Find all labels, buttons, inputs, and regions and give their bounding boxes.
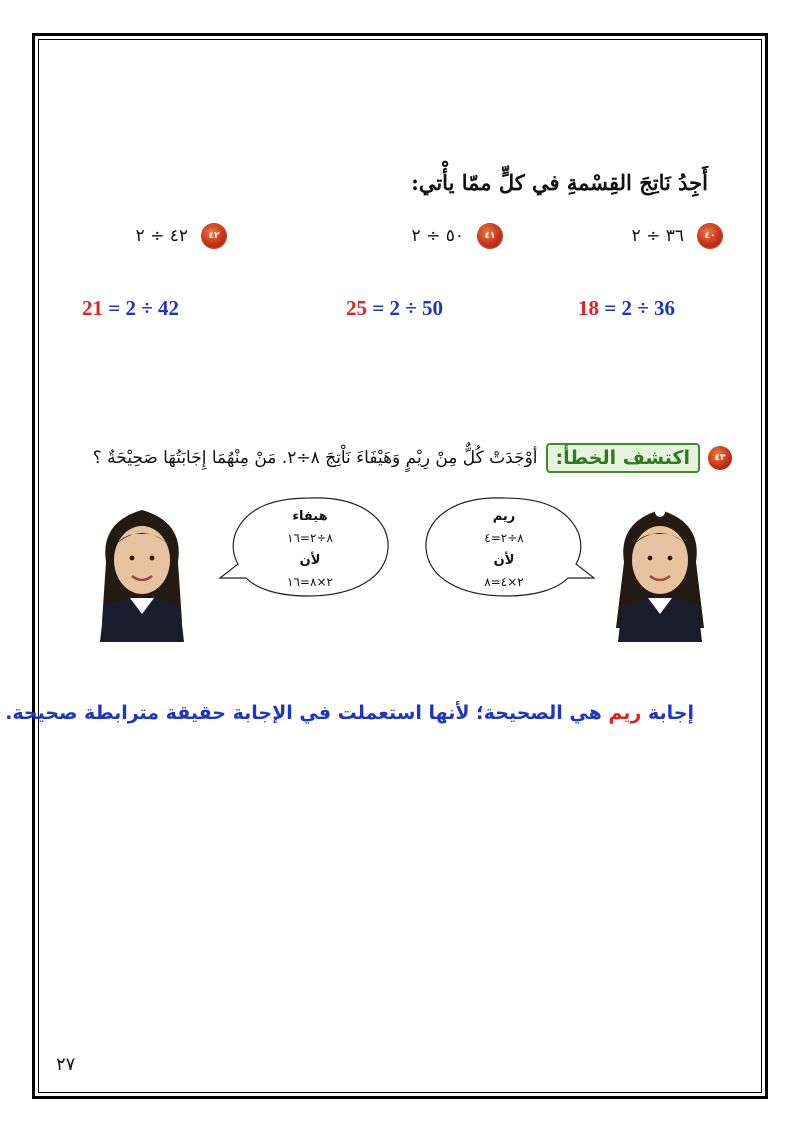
bubble-equation: ٨÷٢=٤ [484, 531, 524, 545]
girl-haifa-illustration [86, 502, 198, 642]
problem-expression: ٤٢ ÷ ٢ [135, 226, 188, 246]
problem-expression: ٣٦ ÷ ٢ [631, 226, 684, 246]
answer-result: 21 [82, 296, 103, 320]
bubble-check: ٢×٤=٨ [484, 575, 524, 589]
page-number: ٢٧ [56, 1054, 76, 1075]
bubble-name: هيفاء [292, 509, 328, 524]
problem-number-badge: ٤١ [478, 224, 502, 248]
instruction-heading: أَجِدُ نَاتِجَ القِسْمةِ في كلٍّ ممّا يأْتي: [411, 170, 708, 195]
conclusion-name: ريم [608, 702, 642, 724]
conclusion-prefix: إجابة [641, 702, 694, 724]
answer-equation: = 2 ÷ 36 [599, 296, 675, 320]
problem-number-badge: ٤٠ [698, 224, 722, 248]
conclusion-suffix: هي الصحيحة؛ لأنها استعملت في الإجابة حقيقة مترابطة صحيحة. [5, 702, 609, 724]
answer-result: 18 [578, 296, 599, 320]
answer-result: 25 [346, 296, 367, 320]
bubble-because: لأن [493, 553, 515, 568]
find-error-label: اكتشف الخطأ: [546, 443, 700, 473]
problem-number-badge: ٤٢ [202, 224, 226, 248]
problem-number-badge: ٤٣ [708, 446, 732, 470]
find-error-question: أوْجَدَتْ كُلٌّ مِنْ رِيْمٍ وَهَيْفَاءَ نَاْتِجَ ٨÷٢. مَنْ مِنْهُمَا إِجَابَتُهَا صَحِيْحَةٌ ؟ [92, 448, 538, 468]
girl-reem-illustration [604, 502, 716, 642]
answer-40 [578, 296, 675, 321]
speech-bubble-reem [418, 492, 600, 602]
problem-41 [412, 223, 502, 249]
answer-equation: = 2 ÷ 50 [367, 296, 443, 320]
problem-42 [136, 223, 226, 249]
speech-bubble-haifa [214, 492, 394, 602]
answer-42 [82, 296, 179, 321]
find-error-row [93, 440, 732, 476]
bubble-because: لأن [299, 553, 321, 568]
answer-41 [346, 296, 443, 321]
bubble-name: ريم [492, 509, 516, 524]
problem-expression: ٥٠ ÷ ٢ [411, 226, 464, 246]
answer-equation: = 2 ÷ 42 [103, 296, 179, 320]
problem-40 [632, 223, 722, 249]
bubble-equation: ٨÷٢=١٦ [287, 531, 333, 545]
conclusion-answer [5, 702, 694, 724]
bubble-check: ٢×٨=١٦ [287, 575, 333, 589]
